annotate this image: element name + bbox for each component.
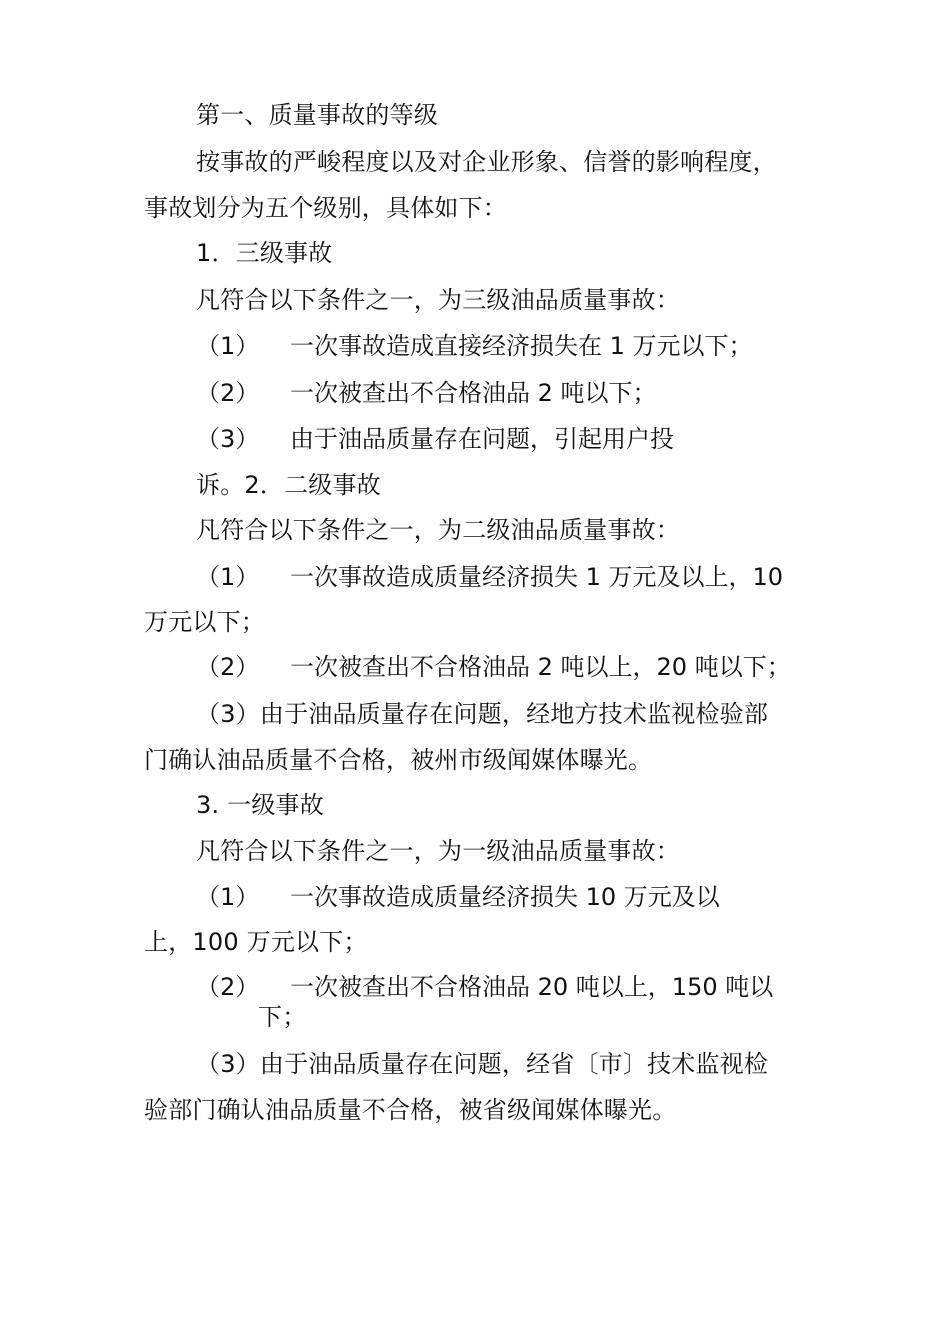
level1-item3-line-2: 验部门确认油品质量不合格，被省级闻媒体曝光。 xyxy=(144,1096,677,1124)
intro-line-1: 按事故的严峻程度以及对企业形象、信誉的影响程度， xyxy=(196,148,777,176)
level1-item1-continuation: 上，100 万元以下； xyxy=(144,928,368,956)
level3-item3-text: 由于油品质量存在问题，引起用户投 xyxy=(290,425,674,453)
level2-item1-continuation: 万元以下； xyxy=(144,608,265,636)
level1-item1-number: （1） xyxy=(196,883,260,911)
level2-item2-number: （2） xyxy=(196,653,260,681)
level1-heading: 3. 一级事故 xyxy=(196,791,324,819)
level1-item3-line-1: （3）由于油品质量存在问题，经省〔市〕技术监视检 xyxy=(196,1050,769,1078)
intro-line-2: 事故划分为五个级别，具体如下： xyxy=(144,194,507,222)
section-title: 第一、质量事故的等级 xyxy=(196,101,438,129)
level3-item2-number: （2） xyxy=(196,379,260,407)
level3-heading: 1．三级事故 xyxy=(196,239,333,267)
level3-condition: 凡符合以下条件之一，为三级油品质量事故： xyxy=(196,286,680,314)
level1-item2-number: （2） xyxy=(196,973,260,1001)
level3-item3-number: （3） xyxy=(196,425,260,453)
level1-condition: 凡符合以下条件之一，为一级油品质量事故： xyxy=(196,837,680,865)
level1-item2-text: 一次被查出不合格油品 20 吨以上，150 吨以 xyxy=(290,973,774,1001)
level3-item3-continuation: 诉。2．二级事故 xyxy=(196,471,381,499)
level2-item1-text: 一次事故造成质量经济损失 1 万元及以上，10 xyxy=(290,563,784,591)
level2-item2-text: 一次被查出不合格油品 2 吨以上，20 吨以下； xyxy=(290,653,791,681)
level3-item1-text: 一次事故造成直接经济损失在 1 万元以下； xyxy=(290,332,753,360)
level2-condition: 凡符合以下条件之一，为二级油品质量事故： xyxy=(196,516,680,544)
level1-item1-text: 一次事故造成质量经济损失 10 万元及以 xyxy=(290,883,720,911)
level3-item2-text: 一次被查出不合格油品 2 吨以下； xyxy=(290,379,657,407)
level1-item2-continuation: 下； xyxy=(258,1003,307,1031)
level2-item1-number: （1） xyxy=(196,563,260,591)
level2-item3-line-1: （3）由于油品质量存在问题，经地方技术监视检验部 xyxy=(196,700,769,728)
level2-item3-line-2: 门确认油品质量不合格，被州市级闻媒体曝光。 xyxy=(144,746,653,774)
level3-item1-number: （1） xyxy=(196,332,260,360)
